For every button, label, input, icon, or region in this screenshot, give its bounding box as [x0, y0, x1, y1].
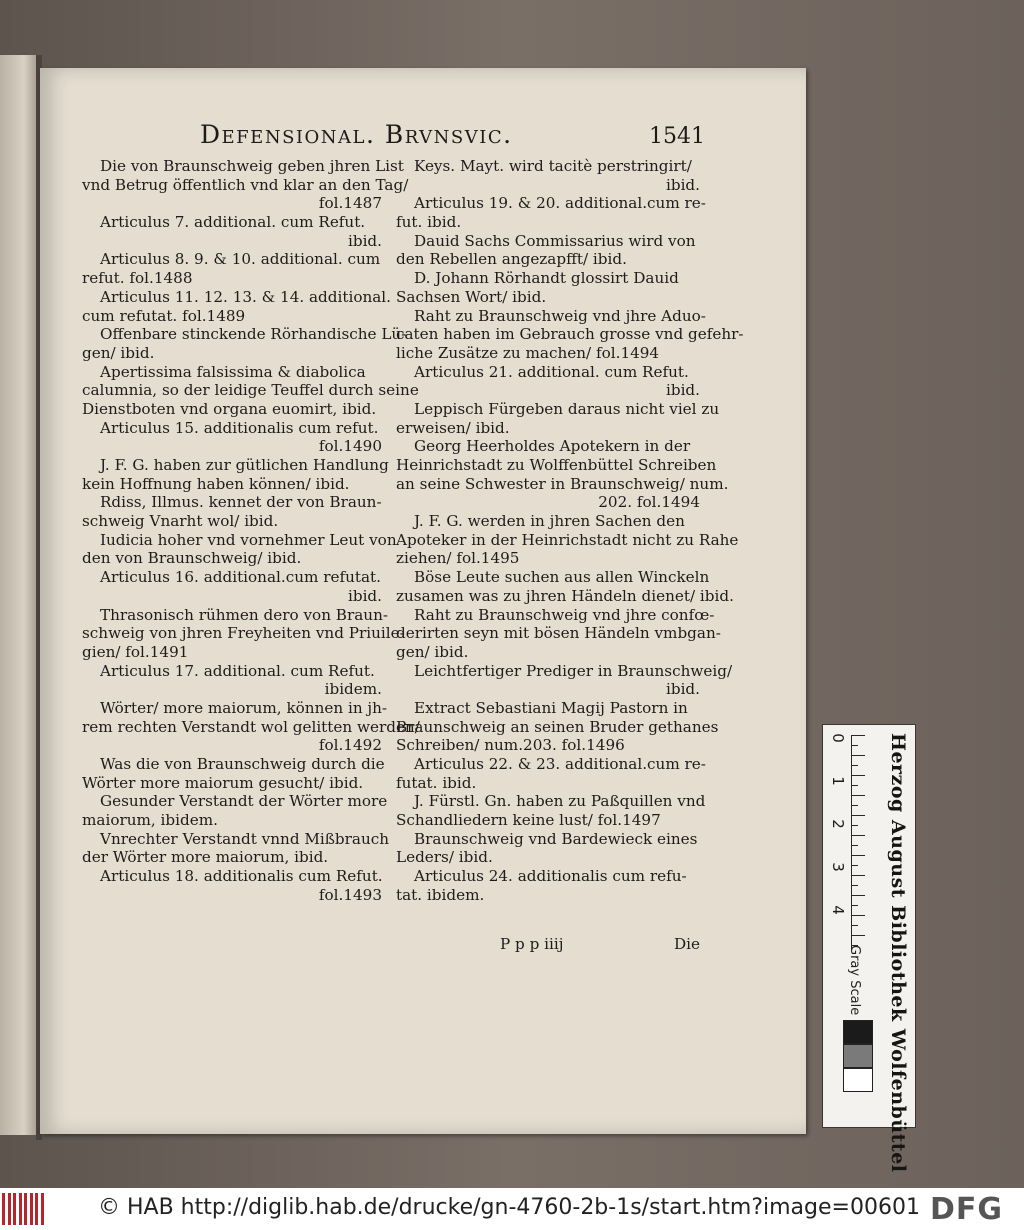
gray-swatch [843, 1068, 873, 1092]
index-line: Articulus 16. additional.cum refutat. [100, 568, 381, 587]
index-line: fut. ibid. [396, 213, 462, 232]
hab-logo-icon [2, 1193, 46, 1225]
index-column-left [82, 157, 420, 905]
index-line: gen/ ibid. [396, 642, 469, 661]
index-line: Articulus 17. additional. cum Refut. [100, 661, 375, 680]
gray-swatch [843, 1044, 873, 1068]
index-line: refut. fol.1488 [82, 269, 193, 288]
index-line: fol.1487 [318, 194, 382, 213]
index-line: maiorum, ibidem. [82, 811, 218, 830]
scale-tick [851, 915, 865, 916]
index-line: ibid. [348, 231, 382, 250]
hab-logo-stripe [30, 1193, 33, 1225]
scale-axis [851, 735, 852, 950]
scale-tick [851, 855, 865, 856]
hab-logo-stripe [41, 1193, 44, 1225]
index-line: gien/ fol.1491 [82, 642, 189, 661]
index-line: 202. fol.1494 [598, 493, 700, 512]
index-line: Raht zu Braunschweig vnd jhre Aduo- [414, 306, 706, 325]
index-line: derirten seyn mit bösen Händeln vmbgan- [396, 624, 721, 643]
index-line: Die von Braunschweig geben jhren List [100, 157, 404, 175]
index-line: Georg Heerholdes Apotekern in der [414, 437, 691, 456]
running-head: Defensional. Brvnsvic. [200, 120, 513, 149]
scale-tick [851, 895, 865, 896]
color-scale-card [822, 724, 916, 1173]
gray-swatch [843, 1020, 873, 1044]
index-line: Wörter more maiorum gesucht/ ibid. [82, 773, 364, 792]
index-line: der Wörter more maiorum, ibid. [82, 848, 329, 867]
index-line: ziehen/ fol.1495 [396, 549, 520, 568]
index-line: Braunschweig vnd Bardewieck eines [414, 829, 698, 848]
index-line: Articulus 15. additionalis cum refut. [100, 418, 379, 437]
index-line: Braunschweig an seinen Bruder gethanes [396, 717, 719, 736]
index-line: fol.1493 [318, 885, 382, 904]
index-line: cum refutat. fol.1489 [82, 306, 246, 325]
index-line: Articulus 11. 12. 13. & 14. additional. [100, 287, 391, 306]
index-line: futat. ibid. [396, 773, 477, 792]
gray-scale-label: Gray Scale [847, 945, 862, 1016]
index-line: Articulus 19. & 20. additional.cum re- [414, 194, 706, 213]
scale-tick [851, 835, 865, 836]
index-line: ibidem. [324, 680, 382, 699]
index-line: den Rebellen angezapfft/ ibid. [396, 250, 627, 269]
catchword: Die [673, 935, 700, 953]
scale-tick [851, 745, 858, 746]
library-name: Herzog August Bibliothek Wolfenbüttel [887, 733, 909, 1173]
index-line: Leichtfertiger Prediger in Braunschweig/ [414, 661, 733, 680]
scale-tick [851, 865, 858, 866]
page-header [200, 120, 705, 154]
index-line: schweig von jhren Freyheiten vnd Priuile- [82, 624, 405, 643]
index-line: den von Braunschweig/ ibid. [82, 549, 302, 568]
scale-tick [851, 925, 858, 926]
scale-tick [851, 765, 858, 766]
scale-number: 4 [828, 905, 847, 915]
hab-logo-stripe [2, 1193, 5, 1225]
scale-tick [851, 885, 858, 886]
index-line: Keys. Mayt. wird tacitè perstringirt/ [414, 157, 692, 175]
index-line: an seine Schwester in Braunschweig/ num. [396, 474, 729, 493]
page-number: 1541 [649, 124, 705, 149]
index-line: Articulus 18. additionalis cum Refut. [100, 867, 383, 886]
hab-logo-stripe [24, 1193, 27, 1225]
index-line: Schandliedern keine lust/ fol.1497 [396, 811, 661, 830]
index-line: Offenbare stinckende Rörhandische Lü- [100, 325, 407, 344]
index-line: schweig Vnarht wol/ ibid. [82, 512, 279, 531]
index-line: ibid. [666, 680, 700, 699]
hab-logo-stripe [13, 1193, 16, 1225]
index-line: Sachsen Wort/ ibid. [396, 287, 547, 306]
index-line: Thrasonisch rühmen dero von Braun- [100, 605, 388, 624]
index-line: vnd Betrug öffentlich vnd klar an den Tag/ [82, 175, 409, 194]
hab-logo-stripe [19, 1193, 22, 1225]
scale-tick [851, 815, 865, 816]
index-line: Leppisch Fürgeben daraus nicht viel zu [414, 399, 720, 418]
scale-tick [851, 775, 865, 776]
index-line: ibid. [666, 381, 700, 400]
index-line: rem rechten Verstandt wol gelitten werden/ [82, 717, 420, 736]
index-line: kein Hoffnung haben können/ ibid. [82, 474, 350, 493]
scale-number: 1 [828, 776, 847, 786]
index-line: D. Johann Rörhandt glossirt Dauid [414, 269, 679, 288]
index-line: Wörter/ more maiorum, können in jh- [100, 698, 388, 717]
scale-tick [851, 785, 858, 786]
index-line: Heinrichstadt zu Wolffenbüttel Schreiben [396, 456, 717, 474]
index-line: Articulus 24. additionalis cum refu- [414, 867, 687, 886]
scale-tick [851, 875, 865, 876]
index-line: Dauid Sachs Commissarius wird von [414, 231, 696, 250]
index-line: ibid. [348, 586, 382, 605]
signature-line [500, 935, 700, 957]
index-line: erweisen/ ibid. [396, 418, 510, 437]
scale-number: 3 [828, 862, 847, 872]
index-line: Apoteker in der Heinrichstadt nicht zu Rahe [396, 530, 739, 549]
index-line: Was die von Braunschweig durch die [100, 755, 385, 773]
scale-tick [851, 935, 865, 936]
index-line: fol.1490 [318, 437, 382, 456]
index-line: fol.1492 [318, 736, 382, 755]
index-line: Vnrechter Verstandt vnnd Mißbrauch [100, 829, 390, 848]
signature-mark: P p p iiij [500, 935, 564, 953]
index-line: calumnia, so der leidige Teuffel durch seine [82, 381, 419, 400]
scale-number: 2 [828, 819, 847, 829]
index-line: ibid. [666, 175, 700, 194]
facing-page-edge [0, 55, 40, 1135]
footer-bar [0, 1188, 1024, 1230]
index-line: Böse Leute suchen aus allen Winckeln [414, 568, 710, 587]
index-line: Dienstboten vnd organa euomirt, ibid. [82, 399, 377, 418]
scale-tick [851, 825, 858, 826]
index-line: J. F. G. werden in jhren Sachen den [414, 512, 685, 531]
index-line: Leders/ ibid. [396, 848, 493, 867]
index-line: J. Fürstl. Gn. haben zu Paßquillen vnd [414, 792, 706, 811]
index-line: Articulus 8. 9. & 10. additional. cum [100, 250, 381, 269]
index-line: Gesunder Verstandt der Wörter more [100, 792, 388, 811]
index-line: Apertissima falsissima & diabolica [100, 362, 366, 381]
index-line: Articulus 22. & 23. additional.cum re- [414, 755, 706, 773]
scale-tick [851, 735, 865, 736]
index-line: Raht zu Braunschweig vnd jhre confœ- [414, 605, 715, 624]
index-line: Schreiben/ num.203. fol.1496 [396, 736, 625, 755]
index-line: tat. ibidem. [396, 885, 485, 904]
index-line: zusamen was zu jhren Händeln dienet/ ibid. [396, 586, 734, 605]
index-line: liche Zusätze zu machen/ fol.1494 [396, 343, 660, 362]
hab-logo-stripe [35, 1193, 38, 1225]
scale-tick [851, 905, 858, 906]
index-line: gen/ ibid. [82, 343, 155, 362]
scale-tick [851, 755, 865, 756]
dfg-logo: DFG [930, 1192, 1004, 1227]
index-line: Articulus 7. additional. cum Refut. [100, 213, 366, 232]
scale-tick [851, 805, 858, 806]
scale-tick [851, 845, 858, 846]
index-line: Extract Sebastiani Magij Pastorn in [414, 698, 688, 717]
index-column-right [396, 157, 744, 905]
index-line: J. F. G. haben zur gütlichen Handlung [100, 456, 389, 474]
scale-number: 0 [828, 733, 847, 743]
hab-logo-stripe [8, 1193, 11, 1225]
index-line: Articulus 21. additional. cum Refut. [414, 362, 689, 381]
scale-tick [851, 795, 865, 796]
index-line: Rdiss, Illmus. kennet der von Braun- [100, 493, 382, 512]
index-line: Iudicia hoher vnd vornehmer Leut von [100, 530, 397, 549]
index-line: caten haben im Gebrauch grosse vnd gefehr- [396, 325, 744, 344]
credit-link[interactable]: © HAB http://diglib.hab.de/drucke/gn-4760-2b-1s/start.htm?image=00601 [98, 1195, 920, 1220]
